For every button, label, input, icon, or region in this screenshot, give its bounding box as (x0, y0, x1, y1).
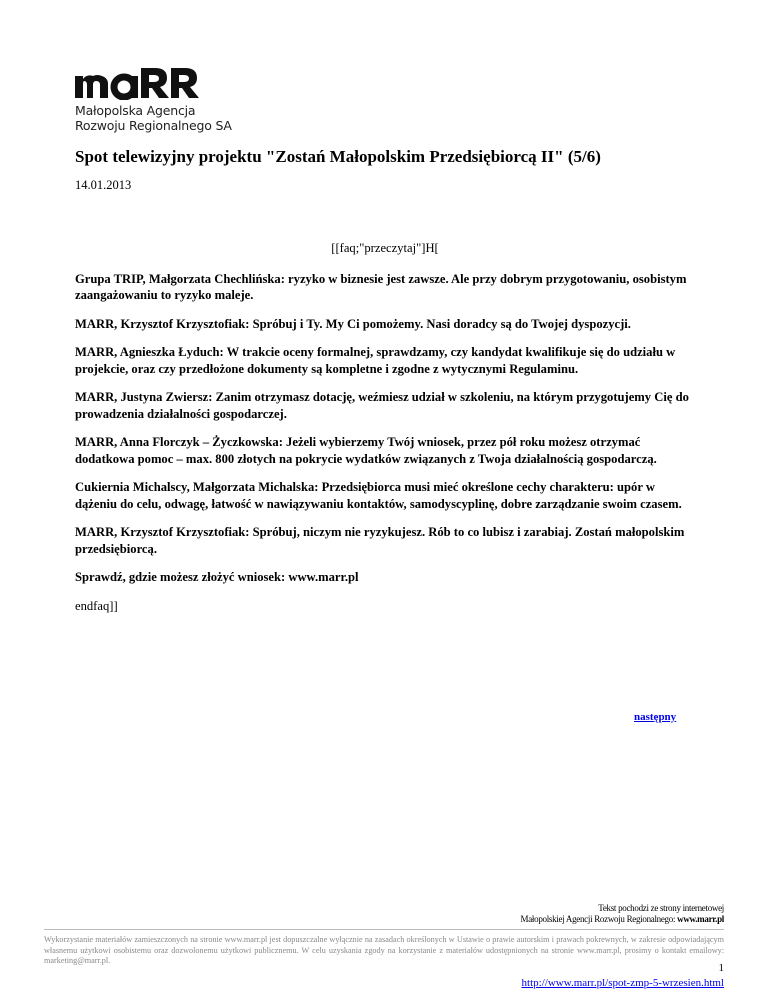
paragraph-5: MARR, Anna Florczyk – Życzkowska: Jeżeli wybierzemy Twój wniosek, przez pół roku możesz otrzymać dodatkowa pomoc – max. 800 złotych na pokrycie wydatków związanych z Twoja działalnością gospodarczą. (75, 435, 657, 466)
article-date: 14.01.2013 (75, 178, 132, 192)
next-link[interactable]: następny (634, 711, 677, 723)
paragraph-1: Grupa TRIP, Małgorzata Chechlińska: ryzyko w biznesie jest zawsze. Ale przy dobrym przygotowaniu, osobistym zaangażowaniu to ryzyko maleje. (75, 271, 687, 302)
paragraph-7: MARR, Krzysztof Krzysztofiak: Spróbuj, niczym nie ryzykujesz. Rób to co lubisz i zarabiaj. Zostań małopolskim przedsiębiorcą. (75, 525, 685, 556)
source-note (521, 903, 724, 925)
footer-divider (44, 929, 724, 930)
page-url-link[interactable]: http://www.marr.pl/spot-zmp-5-wrzesien.html (521, 977, 724, 989)
article-title: Spot telewizyjny projektu "Zostań Małopolskim Przedsiębiorcą II" (5/6) (75, 147, 601, 166)
marr-wordmark (75, 68, 215, 100)
paragraph-2: MARR, Krzysztof Krzysztofiak: Spróbuj i Ty. My Ci pomożemy. Nasi doradcy są do Twojej dyspozycji. (75, 316, 631, 331)
logo-line-1: Małopolska Agencja (75, 103, 196, 118)
paragraph-4: MARR, Justyna Zwiersz: Zanim otrzymasz dotację, weźmiesz udział w szkoleniu, na którym przygotujemy Cię do prowadzenia działalności gospodarczej. (75, 390, 689, 421)
marr-logo (75, 68, 275, 134)
paragraph-3: MARR, Agnieszka Łyduch: W trakcie oceny formalnej, sprawdzamy, czy kandydat kwalifikuje się do udziału w projekcie, oraz czy przedłożone dokumenty są kompletne i zgodne z wytycznymi Regulaminu. (75, 345, 676, 376)
source-site: www.marr.pl (677, 914, 724, 924)
faq-close-tag: endfaq]] (75, 598, 118, 613)
source-agency: Małopolskiej Agencji Rozwoju Regionalnego: (520, 914, 676, 924)
copyright-disclaimer: Wykorzystanie materiałów zamieszczonych na stronie www.marr.pl jest dopuszczalne wyłącznie na zasadach określonych w Ustawie o prawie autorskim i prawach pokrewnych, w zakresie odpowiadającym własnemu użytkowi osobistemu oraz dozwolonemu użytkowi publicznemu. W celu uzyskania zgody na korzystanie z materiałów udostępnionych na stronie www.marr.pl, prosimy o kontakt emailowy: marketing@marr.pl. (44, 935, 724, 965)
article-body (75, 240, 695, 626)
page-number: 1 (718, 962, 724, 974)
paragraph-8: Sprawdź, gdzie możesz złożyć wniosek: www.marr.pl (75, 570, 359, 584)
source-line-2 (521, 914, 724, 925)
source-line-1: Tekst pochodzi ze strony internetowej (598, 903, 724, 913)
logo-subtitle (75, 103, 232, 133)
faq-open-tag: [[faq;"przeczytaj"]H[ (331, 241, 439, 255)
paragraph-6: Cukiernia Michalscy, Małgorzata Michalska: Przedsiębiorca musi mieć określone cechy charakteru: upór w dążeniu do celu, odwagę, łatwość w nawiązywaniu kontaktów, samodyscyplinę, dobre zarządzanie swoim czasem. (75, 480, 682, 511)
logo-line-2: Rozwoju Regionalnego SA (75, 118, 232, 133)
